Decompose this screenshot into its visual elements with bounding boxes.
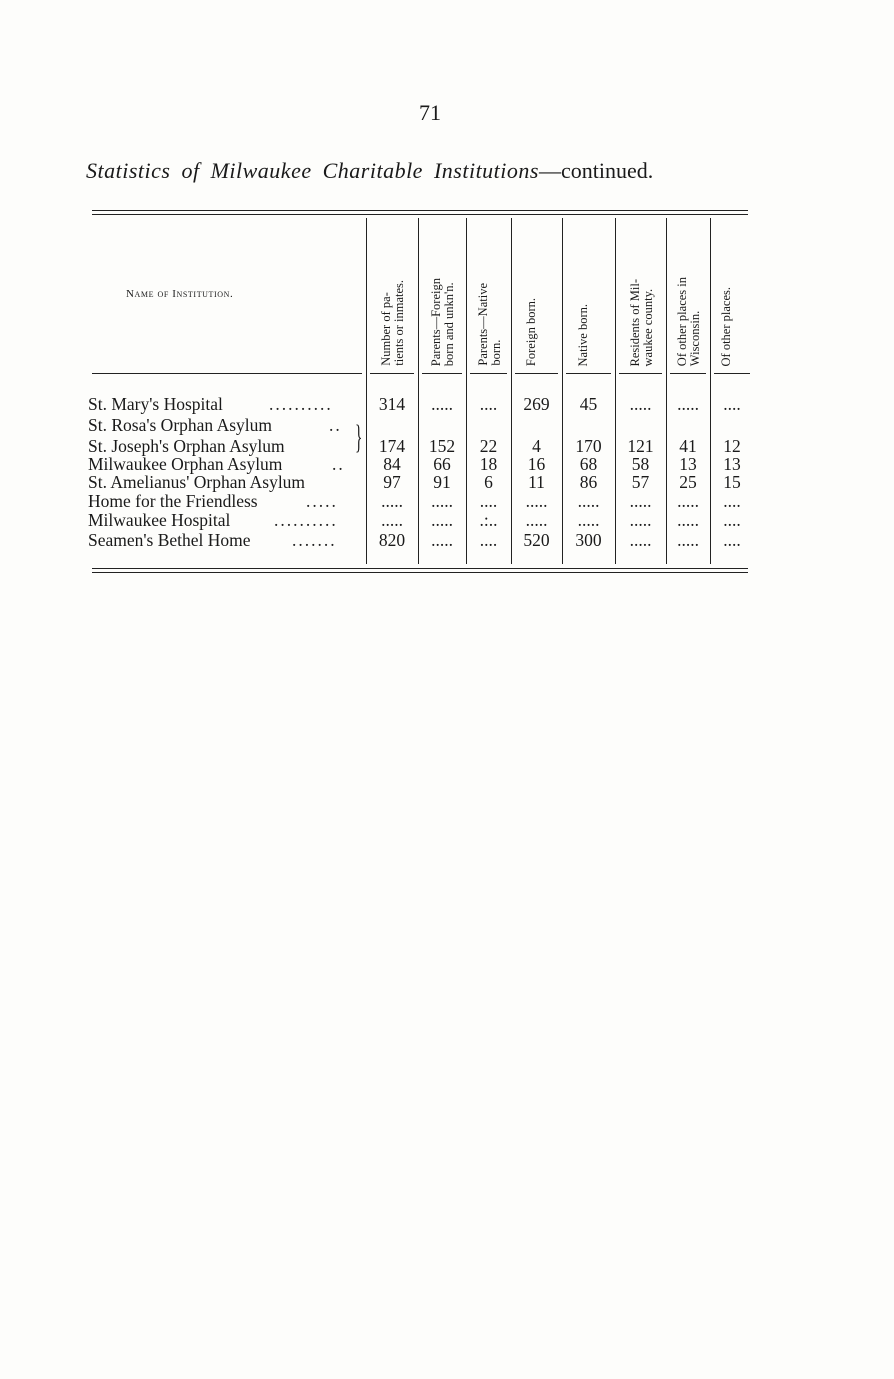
table-cell: ..... [431, 510, 453, 530]
table-cell: 41 [679, 436, 697, 456]
table-cell: ..... [677, 510, 699, 530]
column-header [562, 218, 615, 366]
title-word: Milwaukee [210, 158, 312, 183]
table-cell: 57 [631, 472, 650, 492]
table-cell: 97 [383, 472, 401, 492]
dot-leader: .. [332, 454, 345, 474]
column-header [615, 218, 666, 366]
table-row [86, 472, 754, 493]
header-underline [370, 373, 414, 374]
table-cell: .... [723, 394, 741, 414]
table-cell: 170 [575, 436, 602, 456]
table-cell: 22 [479, 436, 498, 456]
table-row [86, 510, 754, 531]
column-header [466, 218, 511, 366]
table-cell: 45 [579, 394, 598, 414]
table-cell: .... [479, 394, 498, 414]
institution-name: St. Joseph's Orphan Asylum [88, 436, 285, 456]
column-header [666, 218, 710, 366]
table-cell: ..... [381, 491, 403, 511]
bottom-double-rule-2 [92, 572, 748, 573]
table-row [86, 415, 754, 436]
page-title [86, 158, 750, 184]
column-header-label: Parents—Foreign born and unkn'n. [429, 277, 456, 366]
table-cell: 15 [723, 472, 741, 492]
table-cell: .... [479, 530, 498, 550]
dot-leader: ....... [292, 530, 337, 550]
dot-leader: .......... [269, 394, 333, 414]
column-header-label: Of other places. [719, 286, 733, 366]
table-cell: 18 [479, 454, 498, 474]
institution-name: Home for the Friendless [88, 491, 258, 511]
table-cell: 121 [627, 436, 654, 456]
table-cell: 4 [532, 436, 541, 456]
table-cell: .... [723, 491, 741, 511]
header-underline [422, 373, 462, 374]
institution-name: Milwaukee Orphan Asylum [88, 454, 283, 474]
table-cell: ..... [431, 491, 453, 511]
column-header [511, 218, 562, 366]
header-underline [670, 373, 706, 374]
page-number: 71 [419, 100, 441, 125]
column-header-label: Of other places in Wisconsin. [675, 276, 702, 366]
table-cell: 820 [378, 530, 406, 550]
table-cell: 66 [433, 454, 451, 474]
table-cell: 84 [383, 454, 401, 474]
table-cell: ..... [431, 394, 453, 414]
header-underline [470, 373, 507, 374]
table-row [86, 530, 754, 551]
column-header-label: Foreign born. [523, 297, 538, 366]
column-header [418, 218, 466, 366]
dot-leader: .. [329, 415, 342, 435]
column-header-label: Parents—Native born. [475, 283, 503, 366]
table-cell: ..... [431, 530, 453, 550]
table-cell: ..... [629, 394, 652, 414]
table-cell: .:.. [479, 510, 498, 530]
table-cell: ..... [525, 491, 548, 511]
column-header-label: Residents of Mil- waukee county. [627, 278, 655, 366]
table-cell: 68 [579, 454, 598, 474]
bottom-double-rule-1 [92, 568, 748, 569]
table-cell: ..... [629, 491, 652, 511]
dot-leader: ..... [306, 491, 338, 511]
table-cell: 13 [679, 454, 697, 474]
institution-name: St. Amelianus' Orphan Asylum [88, 472, 306, 492]
header-underline-name [92, 373, 362, 374]
table-cell: 174 [378, 436, 406, 456]
table-cell: 91 [433, 472, 451, 492]
table-cell: ..... [677, 394, 699, 414]
title-word: Charitable [322, 158, 423, 183]
table-cell: 58 [631, 454, 650, 474]
table-cell: .... [723, 510, 741, 530]
table-cell: ..... [381, 510, 403, 530]
table-cell: .... [479, 491, 498, 511]
table-cell: 314 [378, 394, 406, 414]
table-cell: ..... [525, 510, 548, 530]
table-cell: 520 [523, 530, 550, 550]
table-cell: 6 [484, 472, 493, 492]
table-cell: ..... [577, 510, 600, 530]
table-cell: ..... [677, 530, 699, 550]
header-underline [515, 373, 558, 374]
title-suffix: —continued. [538, 158, 654, 183]
title-word: Institutions [433, 158, 539, 183]
dot-leader: .......... [274, 510, 338, 530]
header-underline [714, 373, 750, 374]
table-cell: 269 [523, 394, 550, 414]
column-header [710, 218, 754, 366]
table-cell: 86 [579, 472, 598, 492]
table-cell: .... [723, 530, 741, 550]
table-cell: ..... [577, 491, 600, 511]
institution-name: Milwaukee Hospital [88, 510, 231, 530]
table-row [86, 491, 754, 512]
table-cell: 300 [575, 530, 602, 550]
table-row [86, 394, 754, 415]
name-header: Name of Institution. [126, 288, 234, 300]
column-header [366, 218, 418, 366]
column-header-label: Number of pa- tients or inmates. [379, 280, 406, 366]
institution-name: St. Rosa's Orphan Asylum [88, 415, 272, 435]
title-word: of [181, 158, 200, 183]
table-cell: 25 [679, 472, 697, 492]
title-word: Statistics [86, 158, 171, 183]
table-cell: 16 [527, 454, 546, 474]
table-cell: ..... [629, 510, 652, 530]
table-cell: 13 [723, 454, 741, 474]
column-header-label: Native born. [575, 303, 590, 366]
header-underline [619, 373, 662, 374]
header-underline [566, 373, 611, 374]
table-cell: 12 [723, 436, 741, 456]
statistics-table [86, 200, 754, 580]
table-cell: 152 [428, 436, 456, 456]
table-cell: ..... [677, 491, 699, 511]
table-cell: 11 [528, 472, 545, 492]
institution-name: Seamen's Bethel Home [88, 530, 251, 550]
table-cell: ..... [629, 530, 652, 550]
brace-right: } [355, 419, 363, 456]
institution-name: St. Mary's Hospital [88, 394, 223, 414]
